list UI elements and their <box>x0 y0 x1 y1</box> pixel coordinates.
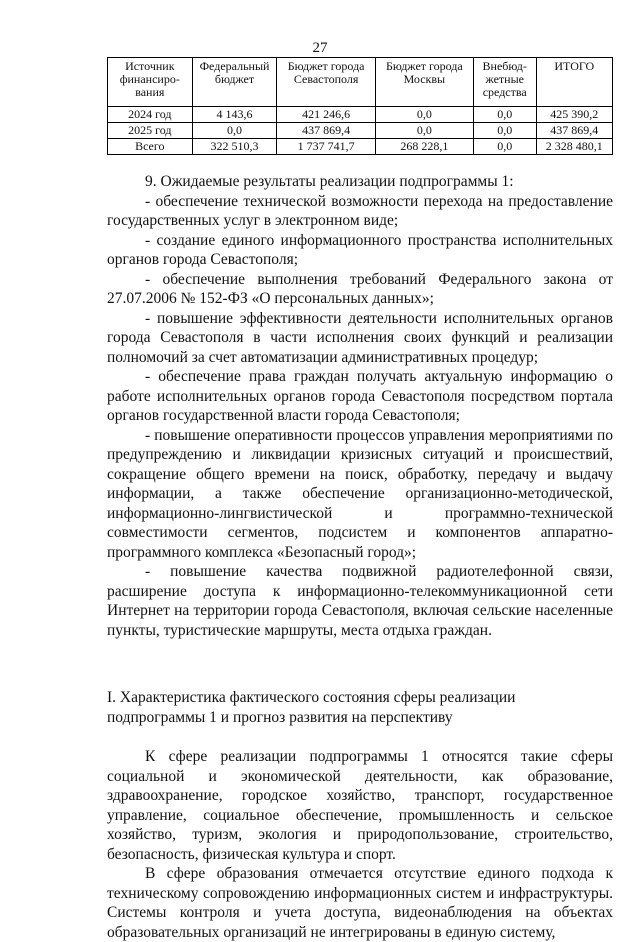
table-cell: 0,0 <box>375 107 473 123</box>
table-cell: 425 390,2 <box>536 107 612 123</box>
table-cell: Всего <box>108 139 193 155</box>
table-row <box>108 123 613 139</box>
table-row <box>108 139 613 155</box>
list-item: - обеспечение технической возможности перехода на предоставление государственных услуг в электронном виде; <box>107 192 613 229</box>
section-9-heading: 9. Ожидаемые результаты реализации подпрограммы 1: <box>145 173 514 190</box>
table-cell: 4 143,6 <box>192 107 277 123</box>
table-header-sevastopol: Бюджет города Севастополя <box>277 58 375 107</box>
table-header-moscow: Бюджет города Москвы <box>375 58 473 107</box>
document-body <box>107 172 613 942</box>
table-cell: 0,0 <box>375 123 473 139</box>
financing-table <box>107 57 613 155</box>
table-cell: 437 869,4 <box>277 123 375 139</box>
section-1-title <box>107 688 613 727</box>
table-header-total: ИТОГО <box>536 58 612 107</box>
list-item: - повышение качества подвижной радиотелефонной связи, расширение доступа к информационно-телекоммуникационной сети Интернет на территории города Севастополя, включая сельские населенные пункты, туристические маршруты, места отдыха граждан. <box>107 563 613 639</box>
page-number: 27 <box>312 40 328 56</box>
table-header-federal: Федеральный бюджет <box>192 58 277 107</box>
list-item: - повышение эффективности деятельности исполнительных органов города Севастополя в части исполнения своих функций и реализации полномочий за счет автоматизации административных процедур; <box>107 309 613 366</box>
table-cell: 2025 год <box>108 123 193 139</box>
section-title-line: подпрограммы 1 и прогноз развития на перспективу <box>107 708 453 726</box>
table-row <box>108 107 613 123</box>
table-cell: 2 328 480,1 <box>536 139 612 155</box>
list-item: - повышение оперативности процессов управления мероприятиями по предупреждению и ликвидации кризисных ситуаций и происшествий, сокращение общего времени на поиск, обработку, передачу и выдачу информации, а также обеспечение организационно-методической, информационно-лингвистической и программно-технической совместимости сегментов, подсистем и компонентов аппаратно-программного комплекса «Безопасный город»; <box>107 426 613 561</box>
table-cell: 322 510,3 <box>192 139 277 155</box>
table-cell: 0,0 <box>473 139 536 155</box>
paragraph: К сфере реализации подпрограммы 1 относятся такие сферы социальной и экономической деятельности, как образование, здравоохранение, городское хозяйство, транспорт, государственное управление, социальное обеспечение, промышленность и сельское хозяйство, туризм, экология и природопользование, строительство, безопасность, физическая культура и спорт. <box>107 748 613 863</box>
table-cell: 2024 год <box>108 107 193 123</box>
table-header-row <box>108 58 613 107</box>
section-title-line: I. Характеристика фактического состояния сферы реализации <box>107 689 516 706</box>
list-item: - создание единого информационного пространства исполнительных органов города Севастополя; <box>107 231 613 268</box>
paragraph: В сфере образования отмечается отсутствие единого подхода к техническому сопровождению информационных систем и инфраструктуры. Системы контроля и учета доступа, видеонаблюдения на объектах образовательных организаций не интегрированы в единую систему, <box>107 865 613 941</box>
table-header-source: Источник финансиро-вания <box>108 58 193 107</box>
table-cell: 0,0 <box>192 123 277 139</box>
table-cell: 0,0 <box>473 123 536 139</box>
table-cell: 0,0 <box>473 107 536 123</box>
list-item: - обеспечение права граждан получать актуальную информацию о работе исполнительных органов города Севастополя посредством портала органов государственной власти города Севастополя; <box>107 368 613 424</box>
table-cell: 437 869,4 <box>536 123 612 139</box>
table-cell: 421 246,6 <box>277 107 375 123</box>
table-cell: 1 737 741,7 <box>277 139 375 155</box>
table-header-extrabudget: Внебюд-жетные средства <box>473 58 536 107</box>
table-cell: 268 228,1 <box>375 139 473 155</box>
list-item: - обеспечение выполнения требований Федерального закона от 27.07.2006 № 152-ФЗ «О персональных данных»; <box>107 270 613 307</box>
